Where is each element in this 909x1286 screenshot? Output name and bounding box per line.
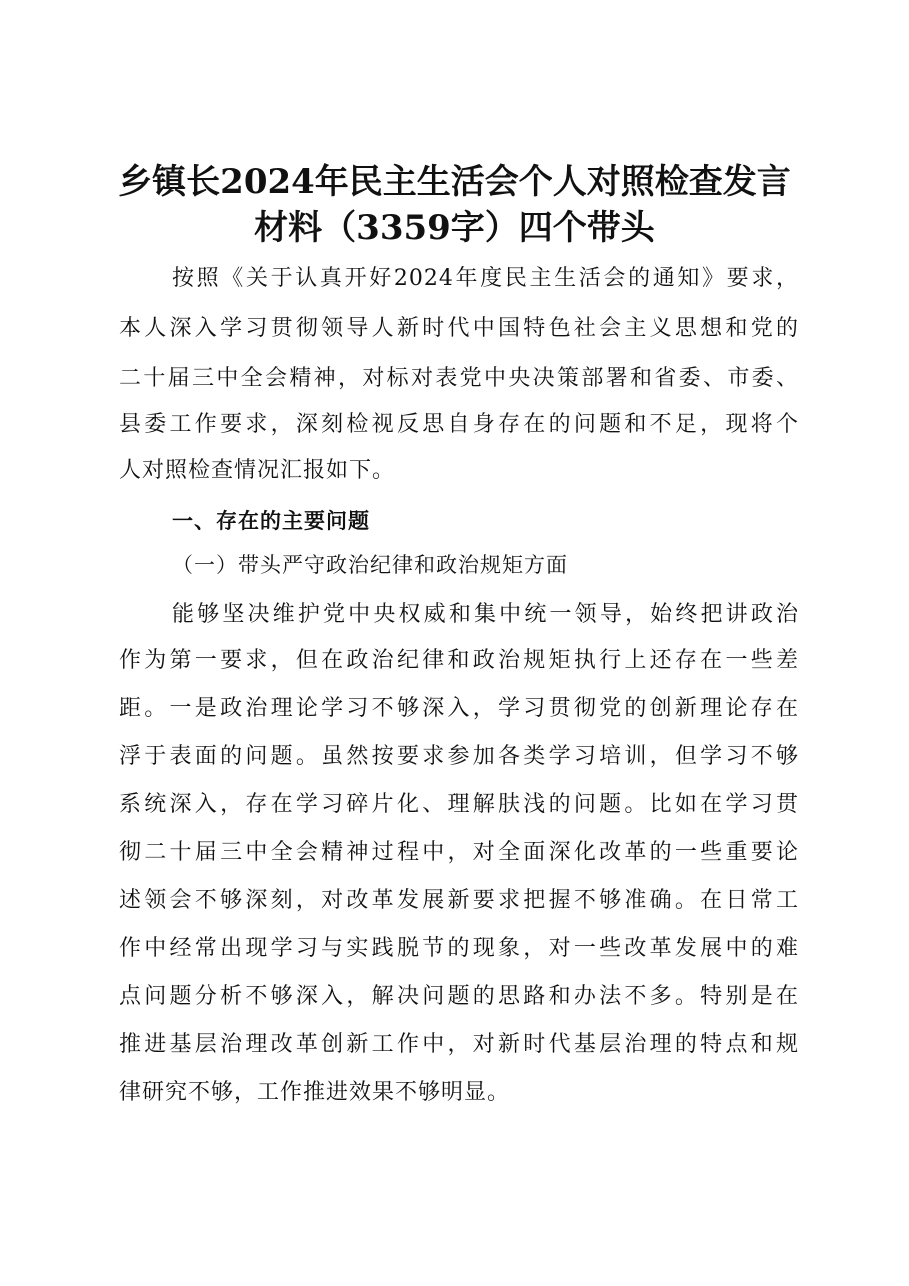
body-line-3: 距。一是政治理论学习不够深入，学习贯彻党的创新理论存在: [119, 696, 799, 721]
body-line-6: 彻二十届三中全会精神过程中，对全面深化改革的一些重要论: [119, 840, 799, 865]
body-line-8: 作中经常出现学习与实践脱节的现象，对一些改革发展中的难: [119, 936, 799, 961]
document-title-line-2: 材料（3359字）四个带头: [254, 208, 655, 248]
body-line-10: 推进基层治理改革创新工作中，对新时代基层治理的特点和规: [119, 1032, 799, 1057]
body-line-5: 系统深入，存在学习碎片化、理解肤浅的问题。比如在学习贯: [119, 792, 799, 817]
intro-line-4: 县委工作要求，深刻检视反思自身存在的问题和不足，现将个: [119, 412, 799, 437]
intro-line-1: 按照《关于认真开好2024年度民主生活会的通知》要求，: [172, 266, 799, 291]
body-line-1: 能够坚决维护党中央权威和集中统一领导，始终把讲政治: [172, 602, 799, 627]
body-line-7: 述领会不够深刻，对改革发展新要求把握不够准确。在日常工: [119, 888, 799, 913]
body-line-9: 点问题分析不够深入，解决问题的思路和办法不多。特别是在: [119, 984, 799, 1009]
body-line-2: 作为第一要求，但在政治纪律和政治规矩执行上还存在一些差: [119, 648, 799, 673]
subsection-heading: （一）带头严守政治纪律和政治规矩方面: [172, 553, 568, 577]
intro-line-2: 本人深入学习贯彻领导人新时代中国特色社会主义思想和党的: [119, 316, 799, 341]
document-title-line-1: 乡镇长2024年民主生活会个人对照检查发言: [118, 162, 791, 202]
section-heading: 一、存在的主要问题: [172, 509, 370, 533]
body-line-11: 律研究不够，工作推进效果不够明显。: [119, 1080, 511, 1105]
intro-line-5: 人对照检查情况汇报如下。: [119, 458, 396, 483]
body-line-4: 浮于表面的问题。虽然按要求参加各类学习培训，但学习不够: [119, 744, 799, 769]
intro-line-3: 二十届三中全会精神，对标对表党中央决策部署和省委、市委、: [119, 366, 799, 391]
